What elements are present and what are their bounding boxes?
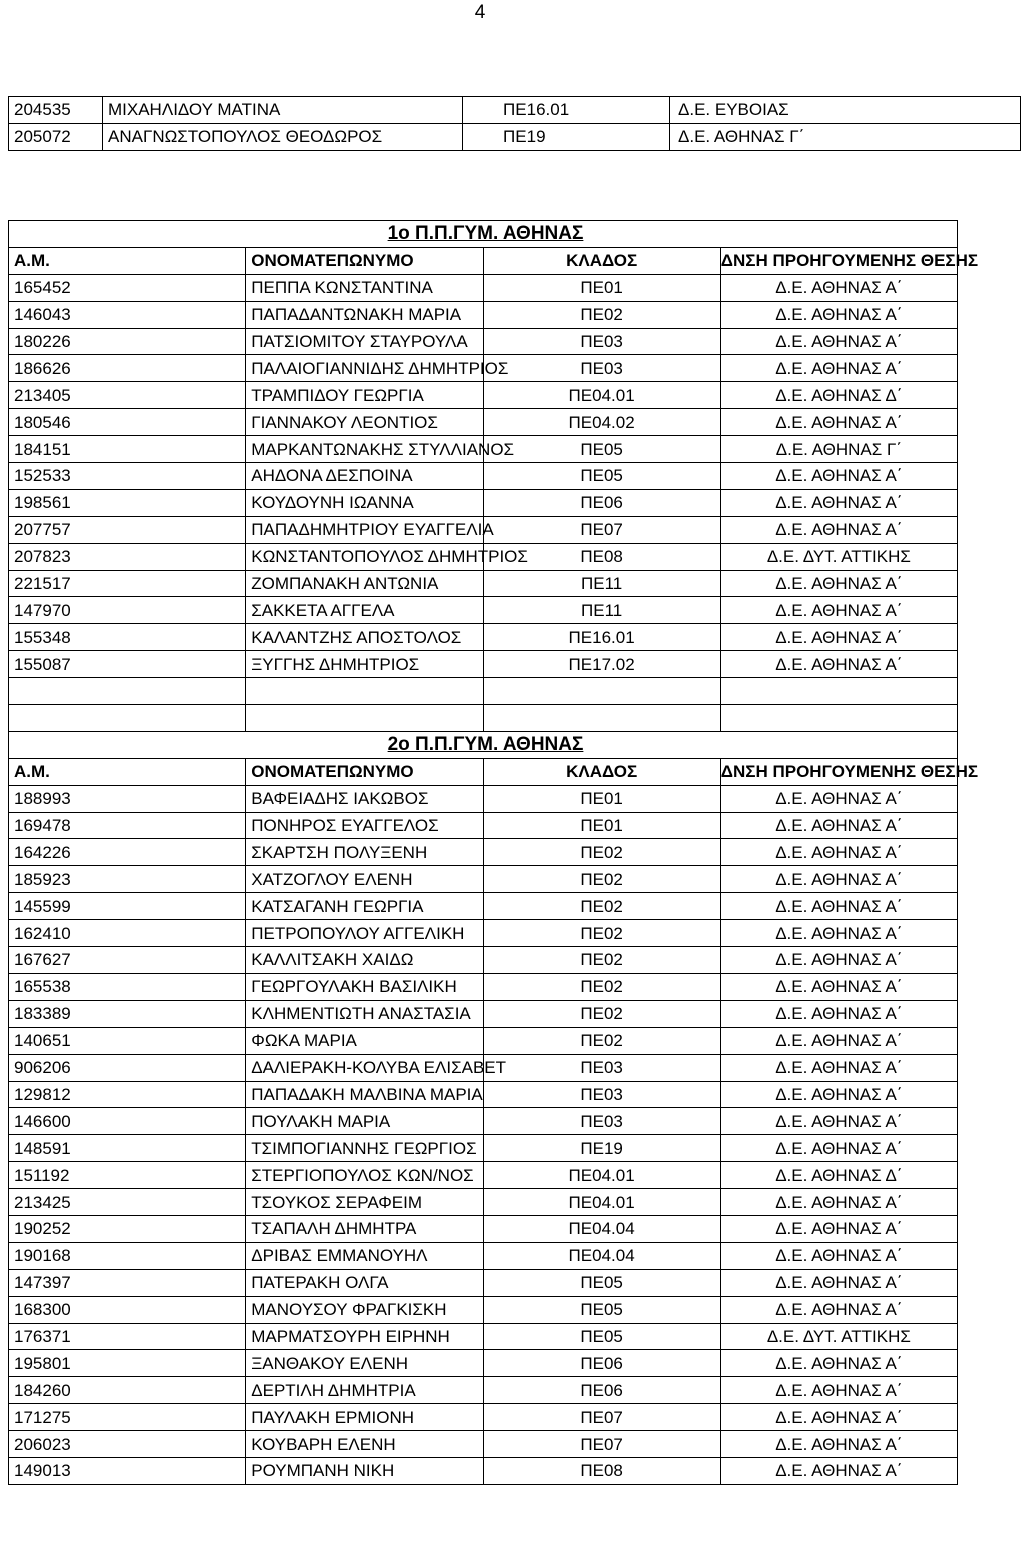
cell-dnsh: Δ.Ε. ΑΘΗΝΑΣ Α΄ — [720, 570, 957, 597]
header-am: Α.Μ. — [9, 247, 246, 274]
cell-dnsh: Δ.Ε. ΑΘΗΝΑΣ Α΄ — [720, 1377, 957, 1404]
table-row — [9, 463, 958, 490]
cell-name: ΞΥΓΓΗΣ ΔΗΜΗΤΡΙΟΣ — [246, 651, 483, 678]
cell-am: 147397 — [9, 1269, 246, 1296]
cell-klados: ΠΕ17.02 — [483, 651, 720, 678]
cell-am: 165452 — [9, 274, 246, 301]
cell-name: ΚΟΥΔΟΥΝΗ ΙΩΑΝΝΑ — [246, 489, 483, 516]
cell-dnsh: Δ.Ε. ΑΘΗΝΑΣ Α΄ — [720, 651, 957, 678]
cell-am: 180546 — [9, 409, 246, 436]
cell-dnsh: Δ.Ε. ΑΘΗΝΑΣ Α΄ — [720, 1215, 957, 1242]
table-row — [9, 839, 958, 866]
cell-am: 184151 — [9, 436, 246, 463]
cell-name: ΒΑΦΕΙΑΔΗΣ ΙΑΚΩΒΟΣ — [246, 785, 483, 812]
cell-name: ΚΩΝΣΤΑΝΤΟΠΟΥΛΟΣ ΔΗΜΗΤΡΙΟΣ — [246, 543, 483, 570]
cell-klados: ΠΕ02 — [483, 839, 720, 866]
cell-am: 906206 — [9, 1054, 246, 1081]
cell-klados: ΠΕ02 — [483, 301, 720, 328]
cell-dnsh: Δ.Ε. ΑΘΗΝΑΣ Γ΄ — [670, 124, 1021, 151]
cell-klados: ΠΕ05 — [483, 1269, 720, 1296]
cell-klados: ΠΕ06 — [483, 1377, 720, 1404]
cell-name: ΓΙΑΝΝΑΚΟΥ ΛΕΟΝΤΙΟΣ — [246, 409, 483, 436]
cell-dnsh: Δ.Ε. ΑΘΗΝΑΣ Α΄ — [720, 274, 957, 301]
cell-klados: ΠΕ11 — [483, 570, 720, 597]
cell-klados: ΠΕ06 — [483, 489, 720, 516]
cell-name: ΜΑΡΜΑΤΣΟΥΡΗ ΕΙΡΗΝΗ — [246, 1323, 483, 1350]
empty-cell — [483, 678, 720, 705]
cell-dnsh: Δ.Ε. ΑΘΗΝΑΣ Α΄ — [720, 1350, 957, 1377]
cell-name: ΜΑΡΚΑΝΤΩΝΑΚΗΣ ΣΤΥΛΛΙΑΝΟΣ — [246, 436, 483, 463]
table-row — [9, 1215, 958, 1242]
header-name: ΟΝΟΜΑΤΕΠΩΝΥΜΟ — [246, 247, 483, 274]
cell-name: ΦΩΚΑ ΜΑΡΙΑ — [246, 1027, 483, 1054]
header-name: ΟΝΟΜΑΤΕΠΩΝΥΜΟ — [246, 758, 483, 785]
cell-name: ΣΑΚΚΕΤΑ ΑΓΓΕΛΑ — [246, 597, 483, 624]
cell-name: ΞΑΝΘΑΚΟΥ ΕΛΕΝΗ — [246, 1350, 483, 1377]
cell-am: 190252 — [9, 1215, 246, 1242]
cell-name: ΜΑΝΟΥΣΟΥ ΦΡΑΓΚΙΣΚΗ — [246, 1296, 483, 1323]
cell-am: 165538 — [9, 973, 246, 1000]
section1-title: 1ο Π.Π.ΓΥΜ. ΑΘΗΝΑΣ — [387, 223, 584, 245]
cell-name: ΚΑΛΑΝΤΖΗΣ ΑΠΟΣΤΟΛΟΣ — [246, 624, 483, 651]
cell-am: 180226 — [9, 328, 246, 355]
cell-klados: ΠΕ04.02 — [483, 409, 720, 436]
cell-name: ΠΕΤΡΟΠΟΥΛΟΥ ΑΓΓΕΛΙΚΗ — [246, 920, 483, 947]
cell-name: ΔΕΡΤΙΛΗ ΔΗΜΗΤΡΙΑ — [246, 1377, 483, 1404]
table-row — [9, 382, 958, 409]
cell-klados: ΠΕ01 — [483, 812, 720, 839]
cell-dnsh: Δ.Ε. ΑΘΗΝΑΣ Α΄ — [720, 893, 957, 920]
cell-dnsh: Δ.Ε. ΑΘΗΝΑΣ Α΄ — [720, 516, 957, 543]
table-row — [9, 947, 958, 974]
cell-name: ΚΑΛΛΙΤΣΑΚΗ ΧΑΙΔΩ — [246, 947, 483, 974]
cell-name: ΚΑΤΣΑΓΑΝΗ ΓΕΩΡΓΙΑ — [246, 893, 483, 920]
cell-am: 204535 — [9, 97, 103, 124]
cell-name: ΠΑΠΑΔΗΜΗΤΡΙΟΥ ΕΥΑΓΓΕΛΙΑ — [246, 516, 483, 543]
table-row — [9, 1000, 958, 1027]
cell-am: 155087 — [9, 651, 246, 678]
cell-klados: ΠΕ02 — [483, 1027, 720, 1054]
table-row — [9, 1350, 958, 1377]
empty-cell — [246, 705, 483, 732]
cell-dnsh: Δ.Ε. ΑΘΗΝΑΣ Α΄ — [720, 1296, 957, 1323]
table-row — [9, 1162, 958, 1189]
cell-am: 148591 — [9, 1135, 246, 1162]
cell-dnsh: Δ.Ε. ΑΘΗΝΑΣ Α΄ — [720, 1269, 957, 1296]
table-row — [9, 1189, 958, 1216]
cell-am: 147970 — [9, 597, 246, 624]
cell-am: 186626 — [9, 355, 246, 382]
cell-klados: ΠΕ08 — [483, 543, 720, 570]
cell-am: 190168 — [9, 1242, 246, 1269]
cell-name: ΚΛΗΜΕΝΤΙΩΤΗ ΑΝΑΣΤΑΣΙΑ — [246, 1000, 483, 1027]
cell-klados: ΠΕ16.01 — [463, 97, 670, 124]
empty-cell — [246, 678, 483, 705]
cell-dnsh: Δ.Ε. ΔΥΤ. ΑΤΤΙΚΗΣ — [720, 1323, 957, 1350]
empty-cell — [9, 678, 246, 705]
cell-klados: ΠΕ04.01 — [483, 1189, 720, 1216]
cell-name: ΧΑΤΖΟΓΛΟΥ ΕΛΕΝΗ — [246, 866, 483, 893]
cell-klados: ΠΕ16.01 — [483, 624, 720, 651]
cell-klados: ΠΕ07 — [483, 1431, 720, 1458]
cell-am: 146600 — [9, 1108, 246, 1135]
cell-name: ΡΟΥΜΠΑΝΗ ΝΙΚΗ — [246, 1457, 483, 1484]
cell-klados: ΠΕ04.04 — [483, 1215, 720, 1242]
cell-am: 213425 — [9, 1189, 246, 1216]
cell-dnsh: Δ.Ε. ΑΘΗΝΑΣ Γ΄ — [720, 436, 957, 463]
table-row — [9, 1457, 958, 1484]
cell-dnsh: Δ.Ε. ΑΘΗΝΑΣ Δ΄ — [720, 1162, 957, 1189]
cell-name: ΚΟΥΒΑΡΗ ΕΛΕΝΗ — [246, 1431, 483, 1458]
cell-am: 145599 — [9, 893, 246, 920]
table-row — [9, 124, 1021, 151]
cell-am: 169478 — [9, 812, 246, 839]
cell-dnsh: Δ.Ε. ΑΘΗΝΑΣ Α΄ — [720, 1431, 957, 1458]
table-row — [9, 973, 958, 1000]
cell-dnsh: Δ.Ε. ΑΘΗΝΑΣ Α΄ — [720, 301, 957, 328]
top-table — [8, 96, 1021, 151]
cell-am: 206023 — [9, 1431, 246, 1458]
cell-name: ΠΑΠΑΔΑΝΤΩΝΑΚΗ ΜΑΡΙΑ — [246, 301, 483, 328]
table-row — [9, 1296, 958, 1323]
cell-klados: ΠΕ02 — [483, 947, 720, 974]
cell-name: ΠΕΠΠΑ ΚΩΝΣΤΑΝΤΙΝΑ — [246, 274, 483, 301]
cell-klados: ΠΕ02 — [483, 973, 720, 1000]
cell-name: ΔΑΛΙΕΡΑΚΗ-ΚΟΛΥΒΑ ΕΛΙΣΑΒΕΤ — [246, 1054, 483, 1081]
cell-dnsh: Δ.Ε. ΑΘΗΝΑΣ Α΄ — [720, 839, 957, 866]
cell-klados: ΠΕ02 — [483, 920, 720, 947]
section1-title-row — [9, 221, 958, 248]
cell-dnsh: Δ.Ε. ΑΘΗΝΑΣ Α΄ — [720, 1404, 957, 1431]
table-row — [9, 1431, 958, 1458]
cell-am: 185923 — [9, 866, 246, 893]
table-row — [9, 893, 958, 920]
section1-title-cell — [9, 221, 958, 248]
cell-klados: ΠΕ02 — [483, 1000, 720, 1027]
cell-am: 198561 — [9, 489, 246, 516]
cell-klados: ΠΕ08 — [483, 1457, 720, 1484]
header-row — [9, 247, 958, 274]
cell-dnsh: Δ.Ε. ΑΘΗΝΑΣ Α΄ — [720, 920, 957, 947]
header-klados: ΚΛΑΔΟΣ — [483, 247, 720, 274]
cell-am: 221517 — [9, 570, 246, 597]
cell-am: 195801 — [9, 1350, 246, 1377]
cell-klados: ΠΕ05 — [483, 1296, 720, 1323]
cell-name: ΔΡΙΒΑΣ ΕΜΜΑΝΟΥΗΛ — [246, 1242, 483, 1269]
cell-am: 129812 — [9, 1081, 246, 1108]
table-row — [9, 570, 958, 597]
header-dnsh: ΔΝΣΗ ΠΡΟΗΓΟΥΜΕΝΗΣ ΘΕΣΗΣ — [720, 758, 957, 785]
table-row — [9, 328, 958, 355]
table-row — [9, 1323, 958, 1350]
cell-name: ΠΑΤΣΙΟΜΙΤΟΥ ΣΤΑΥΡΟΥΛΑ — [246, 328, 483, 355]
cell-dnsh: Δ.Ε. ΑΘΗΝΑΣ Α΄ — [720, 1189, 957, 1216]
table-row — [9, 1027, 958, 1054]
cell-am: 207757 — [9, 516, 246, 543]
header-row — [9, 758, 958, 785]
cell-dnsh: Δ.Ε. ΑΘΗΝΑΣ Α΄ — [720, 1457, 957, 1484]
table-row — [9, 1108, 958, 1135]
cell-klados: ΠΕ01 — [483, 785, 720, 812]
cell-dnsh: Δ.Ε. ΑΘΗΝΑΣ Α΄ — [720, 947, 957, 974]
cell-name: ΣΚΑΡΤΣΗ ΠΟΛΥΞΕΝΗ — [246, 839, 483, 866]
section2-title-cell — [9, 731, 958, 758]
cell-am: 205072 — [9, 124, 103, 151]
header-am: Α.Μ. — [9, 758, 246, 785]
cell-name: ΑΗΔΟΝΑ ΔΕΣΠΟΙΝΑ — [246, 463, 483, 490]
cell-klados: ΠΕ02 — [483, 893, 720, 920]
table-row — [9, 1081, 958, 1108]
table-row — [9, 1242, 958, 1269]
cell-am: 149013 — [9, 1457, 246, 1484]
table-row — [9, 355, 958, 382]
table-row — [9, 1054, 958, 1081]
cell-dnsh: Δ.Ε. ΑΘΗΝΑΣ Α΄ — [720, 1027, 957, 1054]
cell-dnsh: Δ.Ε. ΕΥΒΟΙΑΣ — [670, 97, 1021, 124]
cell-dnsh: Δ.Ε. ΑΘΗΝΑΣ Α΄ — [720, 1135, 957, 1162]
cell-name: ΠΟΥΛΑΚΗ ΜΑΡΙΑ — [246, 1108, 483, 1135]
cell-name: ΠΟΝΗΡΟΣ ΕΥΑΓΓΕΛΟΣ — [246, 812, 483, 839]
cell-klados: ΠΕ11 — [483, 597, 720, 624]
cell-dnsh: Δ.Ε. ΑΘΗΝΑΣ Α΄ — [720, 355, 957, 382]
table-row — [9, 1377, 958, 1404]
cell-klados: ΠΕ03 — [483, 1054, 720, 1081]
cell-klados: ΠΕ07 — [483, 516, 720, 543]
header-dnsh: ΔΝΣΗ ΠΡΟΗΓΟΥΜΕΝΗΣ ΘΕΣΗΣ — [720, 247, 957, 274]
cell-klados: ΠΕ03 — [483, 328, 720, 355]
cell-name: ΠΑΠΑΔΑΚΗ ΜΑΛΒΙΝΑ ΜΑΡΙΑ — [246, 1081, 483, 1108]
cell-name: ΤΡΑΜΠΙΔΟΥ ΓΕΩΡΓΙΑ — [246, 382, 483, 409]
cell-am: 140651 — [9, 1027, 246, 1054]
cell-klados: ΠΕ19 — [463, 124, 670, 151]
section2-title-row — [9, 731, 958, 758]
cell-klados: ΠΕ05 — [483, 463, 720, 490]
table-row — [9, 436, 958, 463]
table-row — [9, 1269, 958, 1296]
table-row — [9, 651, 958, 678]
cell-name: ΠΑΥΛΑΚΗ ΕΡΜΙΟΝΗ — [246, 1404, 483, 1431]
cell-klados: ΠΕ05 — [483, 1323, 720, 1350]
cell-dnsh: Δ.Ε. ΑΘΗΝΑΣ Α΄ — [720, 409, 957, 436]
cell-name: ΤΣΑΠΑΛΗ ΔΗΜΗΤΡΑ — [246, 1215, 483, 1242]
table-row — [9, 489, 958, 516]
cell-name: ΤΣΟΥΚΟΣ ΣΕΡΑΦΕΙΜ — [246, 1189, 483, 1216]
table-row — [9, 1404, 958, 1431]
cell-klados: ΠΕ19 — [483, 1135, 720, 1162]
cell-dnsh: Δ.Ε. ΑΘΗΝΑΣ Δ΄ — [720, 382, 957, 409]
table-row — [9, 866, 958, 893]
cell-dnsh: Δ.Ε. ΑΘΗΝΑΣ Α΄ — [720, 1000, 957, 1027]
cell-dnsh: Δ.Ε. ΑΘΗΝΑΣ Α΄ — [720, 489, 957, 516]
cell-am: 171275 — [9, 1404, 246, 1431]
cell-dnsh: Δ.Ε. ΑΘΗΝΑΣ Α΄ — [720, 812, 957, 839]
header-klados: ΚΛΑΔΟΣ — [483, 758, 720, 785]
main-table — [8, 220, 979, 1485]
cell-dnsh: Δ.Ε. ΑΘΗΝΑΣ Α΄ — [720, 785, 957, 812]
cell-am: 151192 — [9, 1162, 246, 1189]
cell-name: ΖΟΜΠΑΝΑΚΗ ΑΝΤΩΝΙΑ — [246, 570, 483, 597]
cell-dnsh: Δ.Ε. ΑΘΗΝΑΣ Α΄ — [720, 463, 957, 490]
cell-am: 207823 — [9, 543, 246, 570]
cell-dnsh: Δ.Ε. ΑΘΗΝΑΣ Α΄ — [720, 328, 957, 355]
cell-am: 183389 — [9, 1000, 246, 1027]
cell-am: 213405 — [9, 382, 246, 409]
cell-dnsh: Δ.Ε. ΑΘΗΝΑΣ Α΄ — [720, 1242, 957, 1269]
cell-klados: ΠΕ03 — [483, 1081, 720, 1108]
cell-am: 176371 — [9, 1323, 246, 1350]
table-row — [9, 301, 958, 328]
cell-klados: ΠΕ06 — [483, 1350, 720, 1377]
table-row — [9, 516, 958, 543]
cell-klados: ΠΕ07 — [483, 1404, 720, 1431]
table-row — [9, 274, 958, 301]
cell-dnsh: Δ.Ε. ΑΘΗΝΑΣ Α΄ — [720, 1108, 957, 1135]
table-row — [9, 812, 958, 839]
cell-klados: ΠΕ01 — [483, 274, 720, 301]
table-row — [9, 409, 958, 436]
cell-dnsh: Δ.Ε. ΑΘΗΝΑΣ Α΄ — [720, 1081, 957, 1108]
cell-am: 167627 — [9, 947, 246, 974]
cell-dnsh: Δ.Ε. ΑΘΗΝΑΣ Α΄ — [720, 1054, 957, 1081]
cell-klados: ΠΕ03 — [483, 1108, 720, 1135]
empty-cell — [720, 678, 957, 705]
table-row — [9, 785, 958, 812]
cell-klados: ΠΕ04.04 — [483, 1242, 720, 1269]
empty-cell — [483, 705, 720, 732]
cell-name: ΑΝΑΓΝΩΣΤΟΠΟΥΛΟΣ ΘΕΟΔΩΡΟΣ — [103, 124, 463, 151]
cell-am: 168300 — [9, 1296, 246, 1323]
cell-klados: ΠΕ03 — [483, 355, 720, 382]
cell-am: 164226 — [9, 839, 246, 866]
cell-am: 162410 — [9, 920, 246, 947]
cell-name: ΓΕΩΡΓΟΥΛΑΚΗ ΒΑΣΙΛΙΚΗ — [246, 973, 483, 1000]
cell-name: ΠΑΤΕΡΑΚΗ ΟΛΓΑ — [246, 1269, 483, 1296]
spacer-row — [9, 705, 958, 732]
cell-dnsh: Δ.Ε. ΑΘΗΝΑΣ Α΄ — [720, 973, 957, 1000]
table-row — [9, 920, 958, 947]
cell-am: 184260 — [9, 1377, 246, 1404]
cell-klados: ΠΕ04.01 — [483, 1162, 720, 1189]
cell-name: ΠΑΛΑΙΟΓΙΑΝΝΙΔΗΣ ΔΗΜΗΤΡΙΟΣ — [246, 355, 483, 382]
cell-dnsh: Δ.Ε. ΑΘΗΝΑΣ Α΄ — [720, 866, 957, 893]
section2-title: 2ο Π.Π.ΓΥΜ. ΑΘΗΝΑΣ — [387, 734, 584, 756]
empty-cell — [9, 705, 246, 732]
cell-am: 146043 — [9, 301, 246, 328]
cell-dnsh: Δ.Ε. ΔΥΤ. ΑΤΤΙΚΗΣ — [720, 543, 957, 570]
cell-am: 155348 — [9, 624, 246, 651]
cell-dnsh: Δ.Ε. ΑΘΗΝΑΣ Α΄ — [720, 597, 957, 624]
empty-cell — [720, 705, 957, 732]
table-row — [9, 97, 1021, 124]
cell-dnsh: Δ.Ε. ΑΘΗΝΑΣ Α΄ — [720, 624, 957, 651]
spacer-row — [9, 678, 958, 705]
cell-klados: ΠΕ04.01 — [483, 382, 720, 409]
table-row — [9, 1135, 958, 1162]
cell-name: ΜΙΧΑΗΛΙΔΟΥ ΜΑΤΙΝΑ — [103, 97, 463, 124]
cell-am: 188993 — [9, 785, 246, 812]
table-row — [9, 624, 958, 651]
table-row — [9, 543, 958, 570]
cell-name: ΣΤΕΡΓΙΟΠΟΥΛΟΣ ΚΩΝ/ΝΟΣ — [246, 1162, 483, 1189]
cell-name: ΤΣΙΜΠΟΓΙΑΝΝΗΣ ΓΕΩΡΓΙΟΣ — [246, 1135, 483, 1162]
table-row — [9, 597, 958, 624]
cell-klados: ΠΕ05 — [483, 436, 720, 463]
cell-am: 152533 — [9, 463, 246, 490]
page-number: 4 — [474, 2, 486, 23]
cell-klados: ΠΕ02 — [483, 866, 720, 893]
